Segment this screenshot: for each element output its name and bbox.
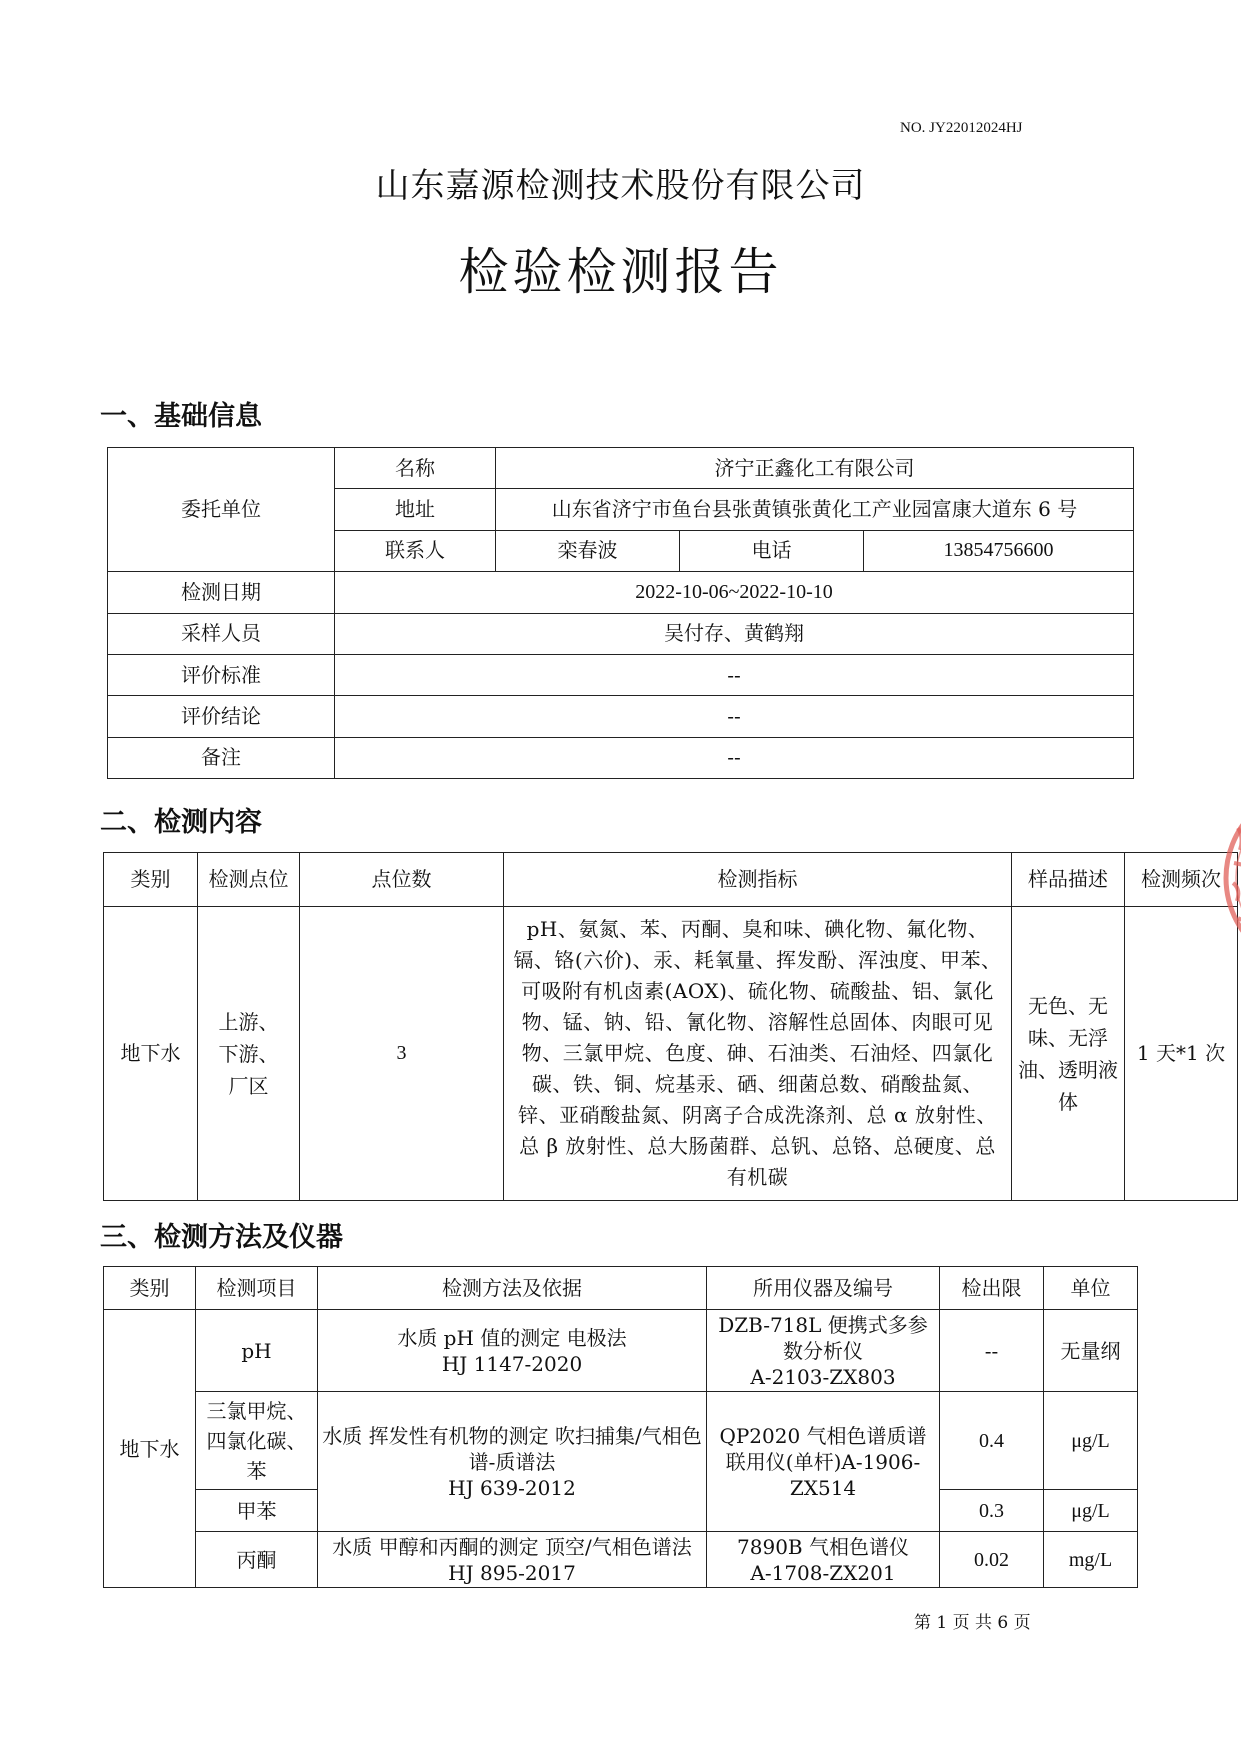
- report-title: 检验检测报告: [458, 243, 783, 301]
- table-row: [108, 448, 1134, 489]
- table-row: [104, 1392, 1138, 1490]
- unit-cell: μg/L: [1044, 1392, 1138, 1490]
- name-label: 名称: [335, 448, 496, 489]
- header-cell: 样品描述: [1012, 853, 1125, 907]
- limit-cell: 0.02: [940, 1532, 1044, 1588]
- header-cell: 检测指标: [504, 853, 1012, 907]
- method-cell: 水质 甲醇和丙酮的测定 顶空/气相色谱法 HJ 895-2017: [318, 1532, 707, 1588]
- header-cell: 检出限: [940, 1267, 1044, 1310]
- table-row: [104, 1532, 1138, 1588]
- limit-cell: --: [940, 1310, 1044, 1392]
- item-cell: 三氯甲烷、四氯化碳、苯: [196, 1392, 318, 1490]
- instrument-cell: 7890B 气相色谱仪 A-1708-ZX201: [707, 1532, 940, 1588]
- table-row: [104, 1310, 1138, 1392]
- points-cell: 上游、 下游、 厂区: [198, 907, 300, 1201]
- address-label: 地址: [335, 489, 496, 530]
- table-row: [108, 572, 1134, 613]
- basic-info-table: [107, 447, 1134, 779]
- row-label: 采样人员: [108, 613, 335, 654]
- client-name: 济宁正鑫化工有限公司: [496, 448, 1134, 489]
- table-row: [108, 737, 1134, 778]
- category-cell: 地下水: [104, 907, 198, 1201]
- instrument-cell: QP2020 气相色谱质谱联用仪(单杆)A-1906-ZX514: [707, 1392, 940, 1532]
- section-methods-heading: 三、检测方法及仪器: [100, 1222, 343, 1253]
- table-row: [108, 613, 1134, 654]
- report-number: NO. JY22012024HJ: [900, 120, 1023, 136]
- table-row: [104, 907, 1238, 1201]
- contact-name: 栾春波: [496, 530, 680, 571]
- header-cell: 点位数: [300, 853, 504, 907]
- instrument-cell: DZB-718L 便携式多参数分析仪 A-2103-ZX803: [707, 1310, 940, 1392]
- section-test-content-heading: 二、检测内容: [100, 807, 262, 838]
- evaluation-standard: --: [335, 654, 1134, 695]
- methods-table: [103, 1266, 1138, 1588]
- category-cell: 地下水: [104, 1310, 196, 1588]
- phone-number: 13854756600: [864, 530, 1134, 571]
- header-cell: 检测方法及依据: [318, 1267, 707, 1310]
- page-number: 第 1 页 共 6 页: [914, 1613, 1031, 1633]
- header-cell: 检测频次: [1125, 853, 1238, 907]
- row-label: 检测日期: [108, 572, 335, 613]
- header-cell: 类别: [104, 1267, 196, 1310]
- unit-cell: 无量纲: [1044, 1310, 1138, 1392]
- indicators-cell: pH、氨氮、苯、丙酮、臭和味、碘化物、氟化物、镉、铬(六价)、汞、耗氧量、挥发酚、浑浊度、甲苯、可吸附有机卤素(AOX)、硫化物、硫酸盐、铝、氯化物、锰、钠、铅、氰化物、溶解性总固体、肉眼可见物、三氯甲烷、色度、砷、石油类、石油烃、四氯化碳、铁、铜、烷基汞、硒、细菌总数、硝酸盐氮、锌、亚硝酸盐氮、阴离子合成洗涤剂、总 α 放射性、总 β 放射性、总大肠菌群、总钒、总铬、总硬度、总有机碳: [504, 907, 1012, 1201]
- header-cell: 检测项目: [196, 1267, 318, 1310]
- unit-cell: μg/L: [1044, 1490, 1138, 1532]
- section-basic-info-heading: 一、基础信息: [100, 401, 262, 432]
- header-cell: 类别: [104, 853, 198, 907]
- remarks: --: [335, 737, 1134, 778]
- row-label: 评价结论: [108, 696, 335, 737]
- client-address: 山东省济宁市鱼台县张黄镇张黄化工产业园富康大道东 6 号: [496, 489, 1134, 530]
- table-header-row: [104, 1267, 1138, 1310]
- row-label: 评价标准: [108, 654, 335, 695]
- client-label: 委托单位: [108, 448, 335, 572]
- item-cell: 丙酮: [196, 1532, 318, 1588]
- method-cell: 水质 pH 值的测定 电极法 HJ 1147-2020: [318, 1310, 707, 1392]
- row-label: 备注: [108, 737, 335, 778]
- item-cell: pH: [196, 1310, 318, 1392]
- test-date: 2022-10-06~2022-10-10: [335, 572, 1134, 613]
- header-cell: 所用仪器及编号: [707, 1267, 940, 1310]
- samplers: 吴付存、黄鹤翔: [335, 613, 1134, 654]
- phone-label: 电话: [680, 530, 864, 571]
- table-header-row: [104, 853, 1238, 907]
- frequency-cell: 1 天*1 次: [1125, 907, 1238, 1201]
- header-cell: 检测点位: [198, 853, 300, 907]
- description-cell: 无色、无味、无浮油、透明液体: [1012, 907, 1125, 1201]
- count-cell: 3: [300, 907, 504, 1201]
- table-row: [108, 696, 1134, 737]
- method-cell: 水质 挥发性有机物的测定 吹扫捕集/气相色谱-质谱法 HJ 639-2012: [318, 1392, 707, 1532]
- evaluation-conclusion: --: [335, 696, 1134, 737]
- contact-label: 联系人: [335, 530, 496, 571]
- seal-stamp-icon: [1198, 768, 1241, 988]
- test-content-table: [103, 852, 1238, 1201]
- unit-cell: mg/L: [1044, 1532, 1138, 1588]
- limit-cell: 0.4: [940, 1392, 1044, 1490]
- limit-cell: 0.3: [940, 1490, 1044, 1532]
- item-cell: 甲苯: [196, 1490, 318, 1532]
- table-row: [108, 654, 1134, 695]
- header-cell: 单位: [1044, 1267, 1138, 1310]
- company-name: 山东嘉源检测技术股份有限公司: [375, 166, 866, 206]
